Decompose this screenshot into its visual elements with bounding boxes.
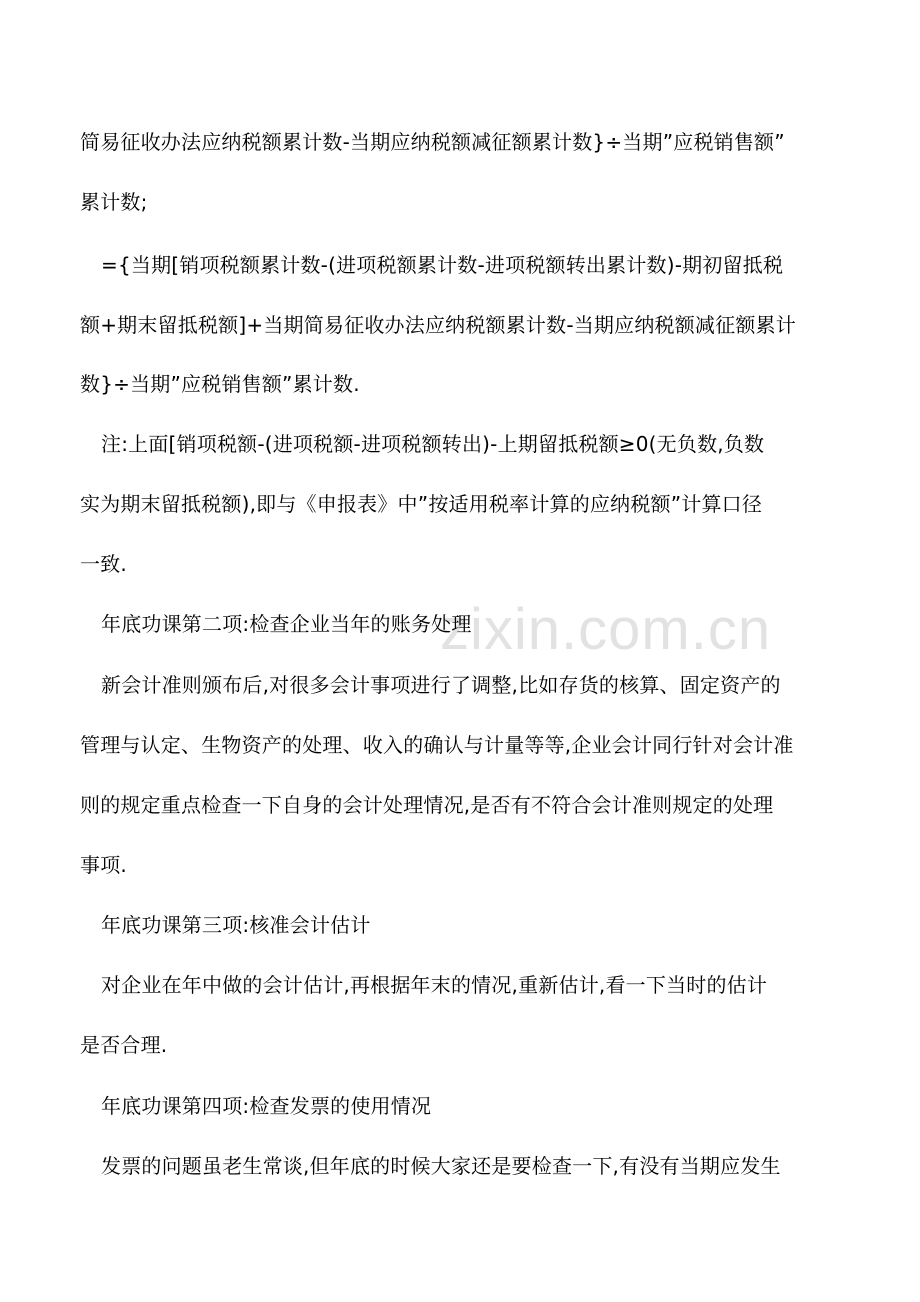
text-line: 事项. xyxy=(80,853,127,877)
text-line: 一致. xyxy=(80,552,127,576)
text-line: ={当期[销项税额累计数-(进项税额累计数-进项税额转出累计数)-期初留抵税 xyxy=(101,253,784,277)
text-line: 则的规定重点检查一下自身的会计处理情况,是否有不符合会计准则规定的处理 xyxy=(80,793,774,817)
text-line: 实为期末留抵税额),即与《申报表》中”按适用税率计算的应纳税额”计算口径 xyxy=(80,492,763,516)
text-line: 简易征收办法应纳税额累计数-当期应纳税额减征额累计数}÷当期”应税销售额” xyxy=(80,130,785,154)
text-line: 发票的问题虽老生常谈,但年底的时候大家还是要检查一下,有没有当期应发生 xyxy=(101,1154,781,1178)
text-line: 累计数; xyxy=(80,190,148,214)
text-line: 额+期末留抵税额]+当期简易征收办法应纳税额累计数-当期应纳税额减征额累计 xyxy=(80,313,796,337)
watermark: zixin.com.cn xyxy=(440,597,772,662)
text-line: 注:上面[销项税额-(进项税额-进项税额转出)-上期留抵税额≥0(无负数,负数 xyxy=(101,432,765,456)
section-heading: 年底功课第四项:检查发票的使用情况 xyxy=(101,1094,432,1118)
text-line: 对企业在年中做的会计估计,再根据年末的情况,重新估计,看一下当时的估计 xyxy=(101,973,768,997)
text-line: 管理与认定、生物资产的处理、收入的确认与计量等等,企业会计同行针对会计准 xyxy=(80,733,794,757)
text-line: 数}÷当期”应税销售额”累计数. xyxy=(80,372,360,396)
section-heading: 年底功课第二项:检查企业当年的账务处理 xyxy=(101,612,472,636)
section-heading: 年底功课第三项:核准会计估计 xyxy=(101,913,371,937)
text-line: 是否合理. xyxy=(80,1033,168,1057)
text-line: 新会计准则颁布后,对很多会计事项进行了调整,比如存货的核算、固定资产的 xyxy=(101,673,781,697)
